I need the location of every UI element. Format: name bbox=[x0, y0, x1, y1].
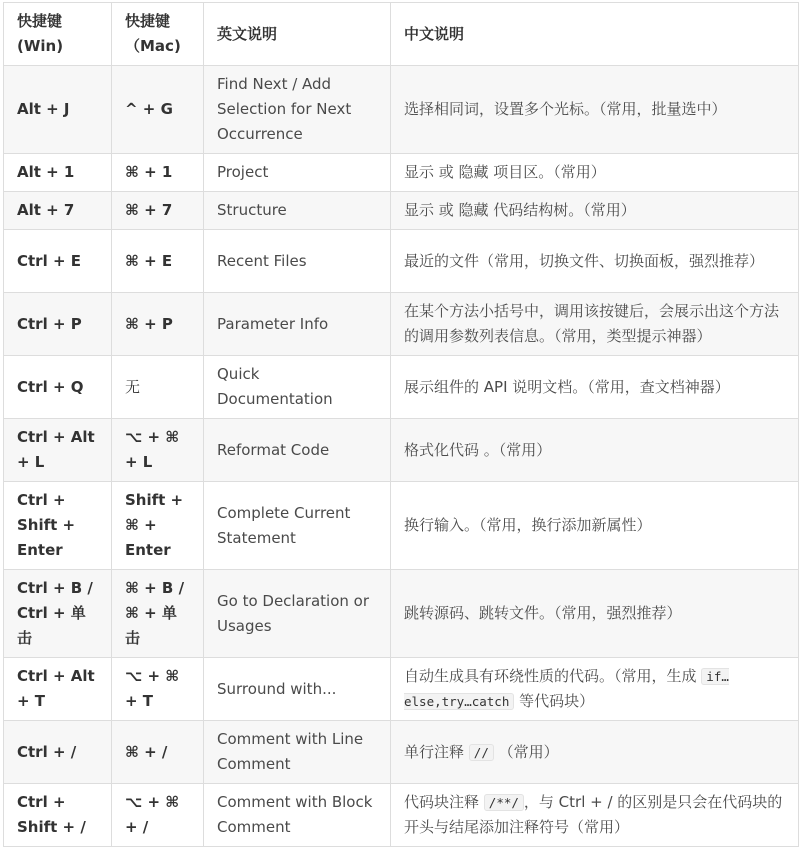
win-shortcut: Alt + 1 bbox=[4, 154, 112, 192]
description-text: （常用） bbox=[498, 742, 559, 761]
chinese-description: 格式化代码 。（常用） bbox=[391, 419, 799, 482]
mac-shortcut: ^ + G bbox=[112, 66, 204, 154]
table-header-row bbox=[4, 3, 799, 66]
table-row bbox=[4, 570, 799, 658]
win-shortcut: Ctrl + E bbox=[4, 230, 112, 293]
english-description: Comment with Line Comment bbox=[204, 721, 391, 784]
table-row bbox=[4, 293, 799, 356]
win-shortcut: Ctrl + Alt + T bbox=[4, 658, 112, 721]
win-shortcut: Ctrl + P bbox=[4, 293, 112, 356]
mac-shortcut: ⌘ + B / ⌘ + 单击 bbox=[112, 570, 204, 658]
table-row bbox=[4, 192, 799, 230]
english-description: Parameter Info bbox=[204, 293, 391, 356]
win-shortcut: Ctrl + Alt + L bbox=[4, 419, 112, 482]
chinese-description: 显示 或 隐藏 代码结构树。（常用） bbox=[391, 192, 799, 230]
win-shortcut: Alt + 7 bbox=[4, 192, 112, 230]
table-row bbox=[4, 230, 799, 293]
mac-shortcut: Shift + ⌘ + Enter bbox=[112, 482, 204, 570]
mac-shortcut: ⌥ + ⌘ + T bbox=[112, 658, 204, 721]
table-row bbox=[4, 482, 799, 570]
description-text: 代码块注释 bbox=[404, 793, 480, 811]
win-shortcut: Ctrl + B / Ctrl + 单击 bbox=[4, 570, 112, 658]
chinese-description: 换行输入。（常用，换行添加新属性） bbox=[391, 482, 799, 570]
win-shortcut: Alt + J bbox=[4, 66, 112, 154]
chinese-description: 跳转源码、跳转文件。（常用，强烈推荐） bbox=[391, 570, 799, 658]
shortcut-table bbox=[3, 2, 799, 847]
inline-code: // bbox=[469, 744, 494, 761]
english-description: Complete Current Statement bbox=[204, 482, 391, 570]
win-shortcut: Ctrl + Shift + Enter bbox=[4, 482, 112, 570]
table-row bbox=[4, 784, 799, 847]
mac-shortcut: ⌥ + ⌘ + / bbox=[112, 784, 204, 847]
english-description: Go to Declaration or Usages bbox=[204, 570, 391, 658]
win-shortcut: Ctrl + Q bbox=[4, 356, 112, 419]
english-description: Find Next / Add Selection for Next Occurrence bbox=[204, 66, 391, 154]
chinese-description bbox=[391, 658, 799, 721]
inline-code: if…else,try…catch bbox=[404, 669, 729, 709]
description-text: 等代码块） bbox=[519, 692, 595, 710]
english-description: Project bbox=[204, 154, 391, 192]
chinese-description bbox=[391, 721, 799, 784]
table-row bbox=[4, 419, 799, 482]
description-text: 自动生成具有环绕性质的代码。（常用，生成 bbox=[404, 667, 697, 685]
chinese-description: 最近的文件（常用，切换文件、切换面板，强烈推荐） bbox=[391, 230, 799, 293]
chinese-description: 在某个方法小括号中，调用该按键后，会展示出这个方法的调用参数列表信息。（常用，类型提示神器） bbox=[391, 293, 799, 356]
inline-code: /**/ bbox=[484, 794, 524, 811]
english-description: Comment with Block Comment bbox=[204, 784, 391, 847]
mac-shortcut: ⌥ + ⌘ + L bbox=[112, 419, 204, 482]
chinese-description: 展示组件的 API 说明文档。（常用，查文档神器） bbox=[391, 356, 799, 419]
description-text: 单行注释 bbox=[404, 742, 465, 761]
mac-shortcut: 无 bbox=[112, 356, 204, 419]
mac-shortcut: ⌘ + / bbox=[112, 721, 204, 784]
table-row bbox=[4, 154, 799, 192]
chinese-description: 显示 或 隐藏 项目区。（常用） bbox=[391, 154, 799, 192]
mac-shortcut: ⌘ + E bbox=[112, 230, 204, 293]
mac-shortcut: ⌘ + 7 bbox=[112, 192, 204, 230]
mac-shortcut: ⌘ + P bbox=[112, 293, 204, 356]
header-chinese: 中文说明 bbox=[391, 3, 799, 66]
english-description: Quick Documentation bbox=[204, 356, 391, 419]
chinese-description bbox=[391, 784, 799, 847]
header-mac: 快捷键 （Mac) bbox=[112, 3, 204, 66]
header-english: 英文说明 bbox=[204, 3, 391, 66]
english-description: Structure bbox=[204, 192, 391, 230]
description-text: ，与 Ctrl + / 的区别是只会在代码块的开头与结尾添加注释符号（常用） bbox=[404, 793, 783, 836]
table-row bbox=[4, 66, 799, 154]
table-row bbox=[4, 356, 799, 419]
win-shortcut: Ctrl + Shift + / bbox=[4, 784, 112, 847]
english-description: Recent Files bbox=[204, 230, 391, 293]
header-win: 快捷键 (Win) bbox=[4, 3, 112, 66]
table-row bbox=[4, 721, 799, 784]
english-description: Reformat Code bbox=[204, 419, 391, 482]
mac-shortcut: ⌘ + 1 bbox=[112, 154, 204, 192]
english-description: Surround with... bbox=[204, 658, 391, 721]
chinese-description: 选择相同词，设置多个光标。（常用，批量选中） bbox=[391, 66, 799, 154]
table-row bbox=[4, 658, 799, 721]
win-shortcut: Ctrl + / bbox=[4, 721, 112, 784]
